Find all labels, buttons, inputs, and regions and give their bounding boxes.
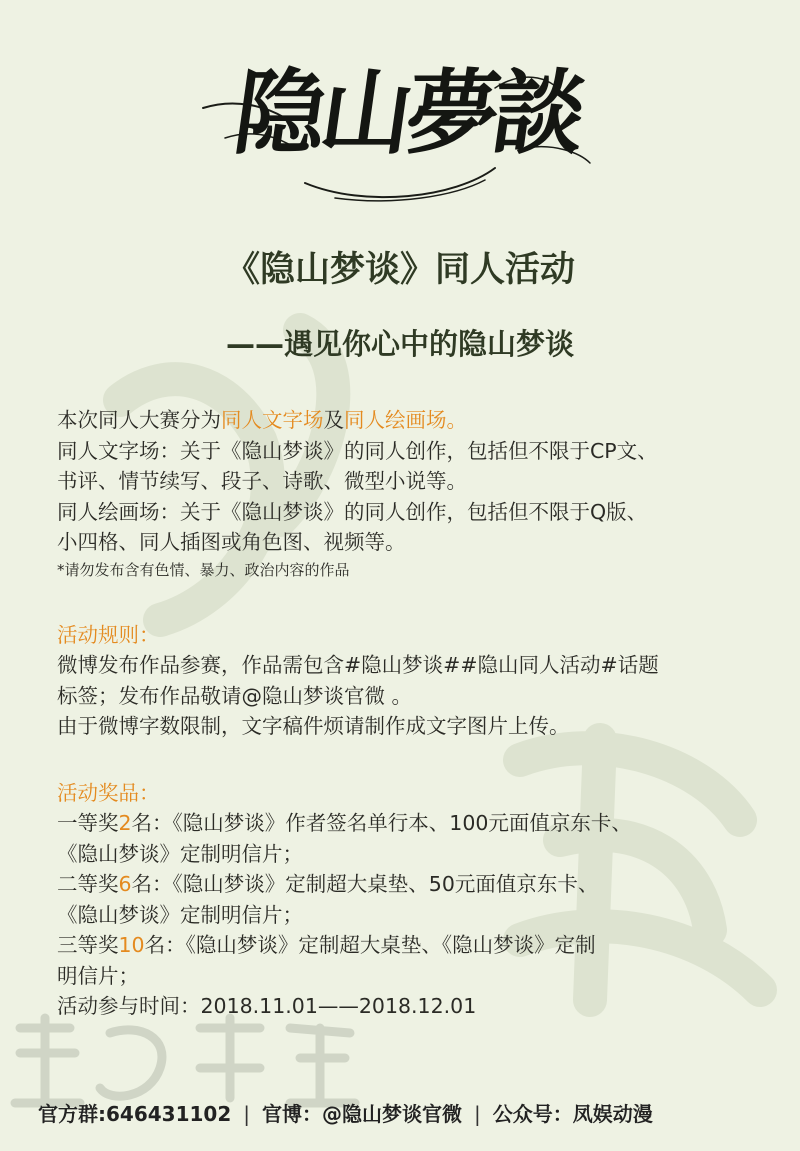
first-prize: 一等奖2名：《隐山梦谈》作者签名单行本、100元面值京东卡、 — [57, 811, 632, 835]
intro-line-2: 同人文字场：关于《隐山梦谈》的同人创作，包括但不限于CP文、 — [57, 438, 658, 463]
activity-time: 活动参与时间：2018.11.01——2018.12.01 — [57, 994, 477, 1018]
content-warning-note: *请勿发布含有色情、暴力、政治内容的作品 — [57, 560, 350, 579]
third-prize-cont: 明信片； — [57, 963, 139, 988]
official-group: 官方群:646431102 — [38, 1102, 232, 1126]
logo: 隐山夢談 — [227, 59, 587, 167]
intro-line-3: 书评、情节续写、段子、诗歌、微型小说等。 — [57, 469, 467, 493]
first-prize-count: 2 — [118, 811, 132, 835]
page-subtitle: ——遇见你心中的隐山梦谈 — [225, 327, 574, 361]
wechat-account: 公众号：凤娱动漫 — [492, 1102, 653, 1126]
art-category-highlight: 同人绘画场。 — [344, 408, 467, 432]
second-prize: 二等奖6名：《隐山梦谈》定制超大桌垫、50元面值京东卡、 — [57, 872, 599, 896]
second-prize-count: 6 — [118, 872, 132, 896]
third-prize-count: 10 — [118, 933, 145, 957]
second-prize-cont: 《隐山梦谈》定制明信片； — [57, 902, 303, 927]
text-category-highlight: 同人文字场 — [221, 408, 324, 432]
prizes-heading: 活动奖品： — [57, 780, 160, 805]
rules-line-3: 由于微博字数限制，文字稿件烦请制作成文字图片上传。 — [57, 714, 570, 738]
rules-heading: 活动规则： — [57, 622, 160, 647]
rules-line-2: 标签；发布作品敬请@隐山梦谈官微 。 — [57, 683, 413, 708]
first-prize-cont: 《隐山梦谈》定制明信片； — [57, 841, 303, 866]
rules-line-1: 微博发布作品参赛，作品需包含#隐山梦谈##隐山同人活动#话题 — [57, 653, 659, 677]
intro-line-4: 同人绘画场：关于《隐山梦谈》的同人创作，包括但不限于Q版、 — [57, 499, 648, 524]
third-prize: 三等奖10名：《隐山梦谈》定制超大桌垫、《隐山梦谈》定制 — [57, 933, 596, 957]
intro-line-5: 小四格、同人插图或角色图、视频等。 — [57, 530, 406, 554]
footer-separator: | — [474, 1102, 481, 1126]
footer — [38, 1097, 778, 1131]
intro-line-1: 本次同人大赛分为同人文字场及同人绘画场。 — [57, 408, 467, 432]
page-title: 《隐山梦谈》同人活动 — [224, 250, 575, 290]
main-content — [57, 405, 787, 1022]
footer-separator: | — [243, 1102, 250, 1126]
official-weibo-link[interactable]: 官博：@隐山梦谈官微 — [262, 1102, 462, 1126]
